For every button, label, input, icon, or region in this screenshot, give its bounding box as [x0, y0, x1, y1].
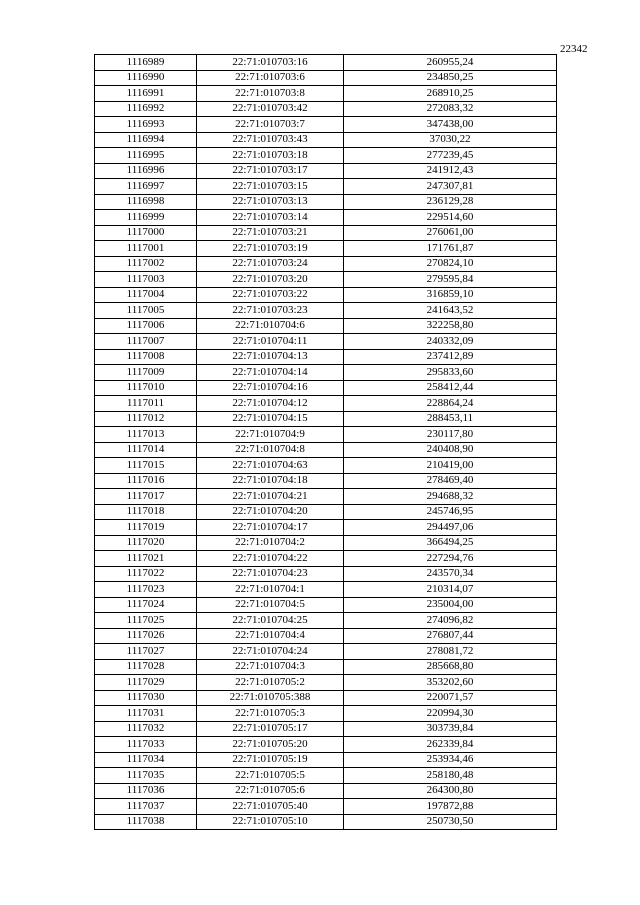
cadastral-number-cell: 22:71:010705:6	[197, 783, 344, 799]
cadastral-number-cell: 22:71:010705:5	[197, 768, 344, 784]
table-row	[95, 365, 557, 381]
table-row	[95, 814, 557, 830]
row-number-cell: 1117008	[95, 349, 197, 365]
cadastral-number-cell: 22:71:010703:7	[197, 117, 344, 133]
table-row	[95, 783, 557, 799]
table-row	[95, 799, 557, 815]
value-cell: 347438,00	[344, 117, 557, 133]
cadastral-number-cell: 22:71:010704:21	[197, 489, 344, 505]
cadastral-number-cell: 22:71:010704:6	[197, 318, 344, 334]
value-cell: 272083,32	[344, 101, 557, 117]
row-number-cell: 1117001	[95, 241, 197, 257]
table-row	[95, 256, 557, 272]
row-number-cell: 1117013	[95, 427, 197, 443]
table-row	[95, 272, 557, 288]
row-number-cell: 1116995	[95, 148, 197, 164]
row-number-cell: 1117002	[95, 256, 197, 272]
cadastral-number-cell: 22:71:010704:3	[197, 659, 344, 675]
table-row	[95, 582, 557, 598]
table-row	[95, 644, 557, 660]
row-number-cell: 1117025	[95, 613, 197, 629]
row-number-cell: 1117030	[95, 690, 197, 706]
value-cell: 278081,72	[344, 644, 557, 660]
value-cell: 220994,30	[344, 706, 557, 722]
table-row	[95, 411, 557, 427]
row-number-cell: 1117010	[95, 380, 197, 396]
table-row	[95, 334, 557, 350]
value-cell: 228864,24	[344, 396, 557, 412]
value-cell: 294688,32	[344, 489, 557, 505]
value-cell: 274096,82	[344, 613, 557, 629]
value-cell: 210314,07	[344, 582, 557, 598]
row-number-cell: 1117024	[95, 597, 197, 613]
table-row	[95, 659, 557, 675]
row-number-cell: 1116998	[95, 194, 197, 210]
cadastral-number-cell: 22:71:010703:23	[197, 303, 344, 319]
row-number-cell: 1117036	[95, 783, 197, 799]
row-number-cell: 1117028	[95, 659, 197, 675]
cadastral-number-cell: 22:71:010704:4	[197, 628, 344, 644]
table-row	[95, 194, 557, 210]
table-row	[95, 551, 557, 567]
cadastral-number-cell: 22:71:010704:12	[197, 396, 344, 412]
cadastral-number-cell: 22:71:010704:9	[197, 427, 344, 443]
value-cell: 253934,46	[344, 752, 557, 768]
table-row	[95, 504, 557, 520]
row-number-cell: 1116997	[95, 179, 197, 195]
value-cell: 237412,89	[344, 349, 557, 365]
cadastral-number-cell: 22:71:010703:8	[197, 86, 344, 102]
value-cell: 353202,60	[344, 675, 557, 691]
data-table	[94, 54, 557, 830]
value-cell: 260955,24	[344, 55, 557, 71]
cadastral-number-cell: 22:71:010703:16	[197, 55, 344, 71]
value-cell: 37030,22	[344, 132, 557, 148]
row-number-cell: 1117020	[95, 535, 197, 551]
table-row	[95, 86, 557, 102]
row-number-cell: 1116992	[95, 101, 197, 117]
table-row	[95, 132, 557, 148]
page-number: 22342	[560, 43, 588, 55]
table-row	[95, 225, 557, 241]
row-number-cell: 1117037	[95, 799, 197, 815]
row-number-cell: 1117012	[95, 411, 197, 427]
row-number-cell: 1116993	[95, 117, 197, 133]
table-row	[95, 163, 557, 179]
table-row	[95, 535, 557, 551]
value-cell: 264300,80	[344, 783, 557, 799]
cadastral-number-cell: 22:71:010704:22	[197, 551, 344, 567]
cadastral-number-cell: 22:71:010704:20	[197, 504, 344, 520]
table-row	[95, 752, 557, 768]
value-cell: 247307,81	[344, 179, 557, 195]
cadastral-number-cell: 22:71:010703:24	[197, 256, 344, 272]
value-cell: 258412,44	[344, 380, 557, 396]
row-number-cell: 1117017	[95, 489, 197, 505]
value-cell: 234850,25	[344, 70, 557, 86]
row-number-cell: 1117004	[95, 287, 197, 303]
cadastral-number-cell: 22:71:010703:15	[197, 179, 344, 195]
cadastral-number-cell: 22:71:010704:5	[197, 597, 344, 613]
cadastral-number-cell: 22:71:010703:22	[197, 287, 344, 303]
row-number-cell: 1117022	[95, 566, 197, 582]
cadastral-number-cell: 22:71:010703:18	[197, 148, 344, 164]
value-cell: 285668,80	[344, 659, 557, 675]
cadastral-number-cell: 22:71:010705:20	[197, 737, 344, 753]
value-cell: 295833,60	[344, 365, 557, 381]
table-row	[95, 210, 557, 226]
row-number-cell: 1117009	[95, 365, 197, 381]
value-cell: 262339,84	[344, 737, 557, 753]
value-cell: 366494,25	[344, 535, 557, 551]
row-number-cell: 1117007	[95, 334, 197, 350]
cadastral-number-cell: 22:71:010705:2	[197, 675, 344, 691]
cadastral-number-cell: 22:71:010703:20	[197, 272, 344, 288]
cadastral-number-cell: 22:71:010705:10	[197, 814, 344, 830]
cadastral-number-cell: 22:71:010704:1	[197, 582, 344, 598]
value-cell: 322258,80	[344, 318, 557, 334]
table-row	[95, 442, 557, 458]
table-row	[95, 566, 557, 582]
value-cell: 220071,57	[344, 690, 557, 706]
cadastral-number-cell: 22:71:010704:14	[197, 365, 344, 381]
table-row	[95, 303, 557, 319]
value-cell: 250730,50	[344, 814, 557, 830]
cadastral-number-cell: 22:71:010704:17	[197, 520, 344, 536]
table-row	[95, 55, 557, 71]
table-row	[95, 721, 557, 737]
table-row	[95, 489, 557, 505]
row-number-cell: 1117034	[95, 752, 197, 768]
row-number-cell: 1117005	[95, 303, 197, 319]
cadastral-number-cell: 22:71:010704:11	[197, 334, 344, 350]
cadastral-number-cell: 22:71:010704:23	[197, 566, 344, 582]
table-row	[95, 241, 557, 257]
cadastral-number-cell: 22:71:010705:17	[197, 721, 344, 737]
value-cell: 197872,88	[344, 799, 557, 815]
table-row	[95, 737, 557, 753]
value-cell: 240408,90	[344, 442, 557, 458]
row-number-cell: 1117015	[95, 458, 197, 474]
table-row	[95, 690, 557, 706]
cadastral-number-cell: 22:71:010704:2	[197, 535, 344, 551]
cadastral-number-cell: 22:71:010704:13	[197, 349, 344, 365]
table-row	[95, 101, 557, 117]
cadastral-number-cell: 22:71:010704:16	[197, 380, 344, 396]
cadastral-number-cell: 22:71:010704:8	[197, 442, 344, 458]
cadastral-number-cell: 22:71:010703:19	[197, 241, 344, 257]
cadastral-number-cell: 22:71:010705:40	[197, 799, 344, 815]
cadastral-number-cell: 22:71:010703:13	[197, 194, 344, 210]
cadastral-number-cell: 22:71:010704:15	[197, 411, 344, 427]
cadastral-number-cell: 22:71:010705:388	[197, 690, 344, 706]
value-cell: 210419,00	[344, 458, 557, 474]
cadastral-number-cell: 22:71:010703:14	[197, 210, 344, 226]
row-number-cell: 1116996	[95, 163, 197, 179]
cadastral-number-cell: 22:71:010703:43	[197, 132, 344, 148]
cadastral-number-cell: 22:71:010703:21	[197, 225, 344, 241]
table-row	[95, 117, 557, 133]
row-number-cell: 1117000	[95, 225, 197, 241]
row-number-cell: 1117019	[95, 520, 197, 536]
table-row	[95, 675, 557, 691]
cadastral-number-cell: 22:71:010703:17	[197, 163, 344, 179]
row-number-cell: 1117033	[95, 737, 197, 753]
table-row	[95, 380, 557, 396]
row-number-cell: 1117038	[95, 814, 197, 830]
row-number-cell: 1117023	[95, 582, 197, 598]
table-row	[95, 520, 557, 536]
table-body	[95, 55, 557, 830]
value-cell: 294497,06	[344, 520, 557, 536]
table-row	[95, 628, 557, 644]
row-number-cell: 1117029	[95, 675, 197, 691]
table-row	[95, 458, 557, 474]
value-cell: 229514,60	[344, 210, 557, 226]
table-row	[95, 287, 557, 303]
cadastral-number-cell: 22:71:010705:3	[197, 706, 344, 722]
cadastral-number-cell: 22:71:010704:25	[197, 613, 344, 629]
cadastral-number-cell: 22:71:010704:18	[197, 473, 344, 489]
value-cell: 241643,52	[344, 303, 557, 319]
value-cell: 303739,84	[344, 721, 557, 737]
cadastral-number-cell: 22:71:010703:6	[197, 70, 344, 86]
table-row	[95, 179, 557, 195]
row-number-cell: 1116991	[95, 86, 197, 102]
row-number-cell: 1117031	[95, 706, 197, 722]
table-row	[95, 148, 557, 164]
row-number-cell: 1117011	[95, 396, 197, 412]
row-number-cell: 1117016	[95, 473, 197, 489]
row-number-cell: 1117035	[95, 768, 197, 784]
value-cell: 268910,25	[344, 86, 557, 102]
value-cell: 270824,10	[344, 256, 557, 272]
value-cell: 245746,95	[344, 504, 557, 520]
row-number-cell: 1116990	[95, 70, 197, 86]
value-cell: 278469,40	[344, 473, 557, 489]
table-row	[95, 768, 557, 784]
row-number-cell: 1116994	[95, 132, 197, 148]
value-cell: 288453,11	[344, 411, 557, 427]
table-row	[95, 706, 557, 722]
row-number-cell: 1117018	[95, 504, 197, 520]
cadastral-number-cell: 22:71:010704:63	[197, 458, 344, 474]
value-cell: 230117,80	[344, 427, 557, 443]
cadastral-number-cell: 22:71:010703:42	[197, 101, 344, 117]
row-number-cell: 1117027	[95, 644, 197, 660]
table-row	[95, 613, 557, 629]
value-cell: 276807,44	[344, 628, 557, 644]
value-cell: 236129,28	[344, 194, 557, 210]
row-number-cell: 1117014	[95, 442, 197, 458]
table-row	[95, 396, 557, 412]
value-cell: 277239,45	[344, 148, 557, 164]
value-cell: 240332,09	[344, 334, 557, 350]
row-number-cell: 1117021	[95, 551, 197, 567]
value-cell: 241912,43	[344, 163, 557, 179]
row-number-cell: 1117026	[95, 628, 197, 644]
table-row	[95, 70, 557, 86]
value-cell: 279595,84	[344, 272, 557, 288]
table-row	[95, 473, 557, 489]
table-row	[95, 427, 557, 443]
value-cell: 316859,10	[344, 287, 557, 303]
value-cell: 227294,76	[344, 551, 557, 567]
value-cell: 258180,48	[344, 768, 557, 784]
table-row	[95, 318, 557, 334]
row-number-cell: 1117032	[95, 721, 197, 737]
cadastral-number-cell: 22:71:010704:24	[197, 644, 344, 660]
value-cell: 235004,00	[344, 597, 557, 613]
table-row	[95, 597, 557, 613]
cadastral-number-cell: 22:71:010705:19	[197, 752, 344, 768]
value-cell: 171761,87	[344, 241, 557, 257]
row-number-cell: 1116999	[95, 210, 197, 226]
value-cell: 243570,34	[344, 566, 557, 582]
table-row	[95, 349, 557, 365]
row-number-cell: 1117003	[95, 272, 197, 288]
row-number-cell: 1117006	[95, 318, 197, 334]
row-number-cell: 1116989	[95, 55, 197, 71]
value-cell: 276061,00	[344, 225, 557, 241]
